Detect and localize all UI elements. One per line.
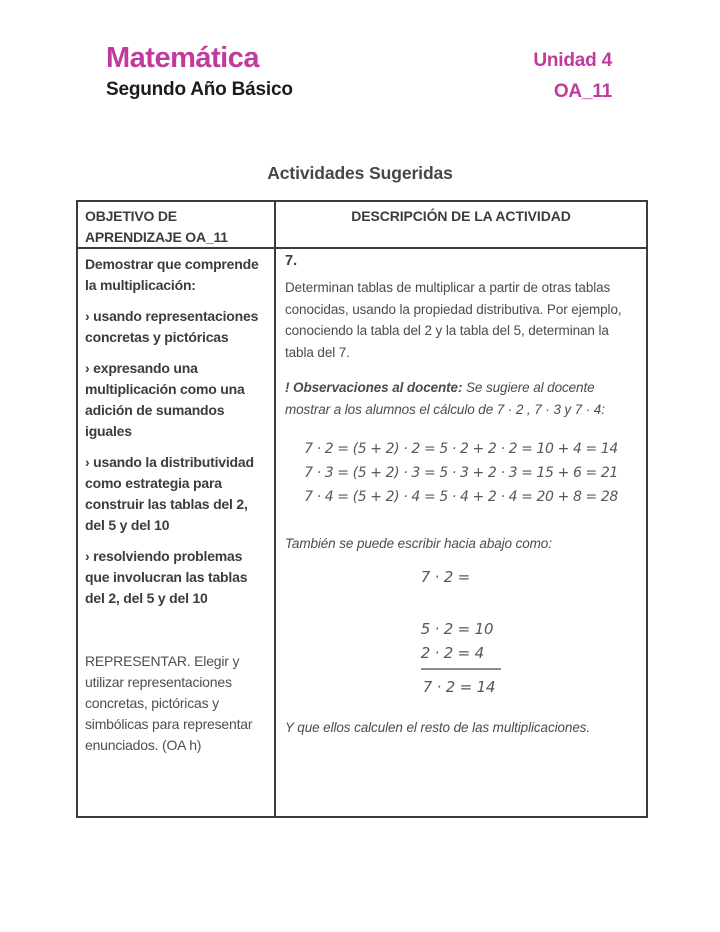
vc-addend-1: 5 · 2 = 10 xyxy=(420,619,494,638)
page-title: Actividades Sugeridas xyxy=(267,163,453,183)
teacher-note-text: Se sugiere al docente mostrar a los alumnos el cálculo de 7 · 2 , 7 · 3 y 7 · 4: xyxy=(285,380,605,417)
vertical-intro: También se puede escribir hacia abajo como: xyxy=(285,536,552,551)
activity-table xyxy=(76,200,648,818)
activity-number: 7. xyxy=(285,253,298,269)
objective-bullet: › expresando una multiplicación como una adición de sumandos iguales xyxy=(85,360,245,439)
vertical-calculation xyxy=(421,565,502,699)
equation-line: 7 · 4 = (5 + 2) · 4 = 5 · 4 + 2 · 4 = 20 + 8 = 28 xyxy=(304,489,618,505)
oa-label: OA_11 xyxy=(553,81,612,102)
equation-line: 7 · 2 = (5 + 2) · 2 = 5 · 2 + 2 · 2 = 10 + 4 = 14 xyxy=(304,441,618,457)
equation-line: 7 · 3 = (5 + 2) · 3 = 5 · 3 + 2 · 3 = 15 + 6 = 21 xyxy=(304,465,618,481)
skill-note: REPRESENTAR. Elegir y utilizar representaciones concretas, pictóricas y simbólicas para representar enunciados. (OA h) xyxy=(85,653,253,753)
objective-cell xyxy=(78,249,276,816)
objective-bullet: › usando representaciones concretas y pictóricas xyxy=(85,308,259,345)
vc-result: 7 · 2 = 14 xyxy=(421,668,502,699)
teacher-note-label: ! Observaciones al docente: xyxy=(285,380,463,395)
level-subtitle: Segundo Año Básico xyxy=(106,79,293,100)
objective-header-cell: OBJETIVO DE APRENDIZAJE OA_11 xyxy=(78,202,276,249)
teacher-note xyxy=(285,377,637,420)
subject-title: Matemática xyxy=(106,42,259,74)
activity-cell xyxy=(276,249,646,816)
objective-intro: Demostrar que comprende la multiplicación: xyxy=(85,256,259,293)
activity-description: Determinan tablas de multiplicar a partir de otras tablas conocidas, usando la propiedad distributiva. Por ejemplo, conociendo la tabla del 2 y la tabla del 5, determinan la tabla del 7. xyxy=(285,280,622,360)
objective-bullet: › usando la distributividad como estrategia para construir las tablas del 2, del 5 y del 10 xyxy=(85,454,254,533)
closing-note: Y que ellos calculen el resto de las multiplicaciones. xyxy=(285,719,591,735)
distributive-equations xyxy=(304,437,618,509)
document-brand xyxy=(106,42,293,101)
objective-bullet: › resolviendo problemas que involucran las tablas del 2, del 5 y del 10 xyxy=(85,548,248,606)
unit-block xyxy=(533,50,612,103)
vc-start: 7 · 2 = xyxy=(420,567,471,586)
unit-label: Unidad 4 xyxy=(533,50,612,71)
vc-addend-2: 2 · 2 = 4 xyxy=(420,643,484,662)
description-header-cell: DESCRIPCIÓN DE LA ACTIVIDAD xyxy=(276,202,646,249)
